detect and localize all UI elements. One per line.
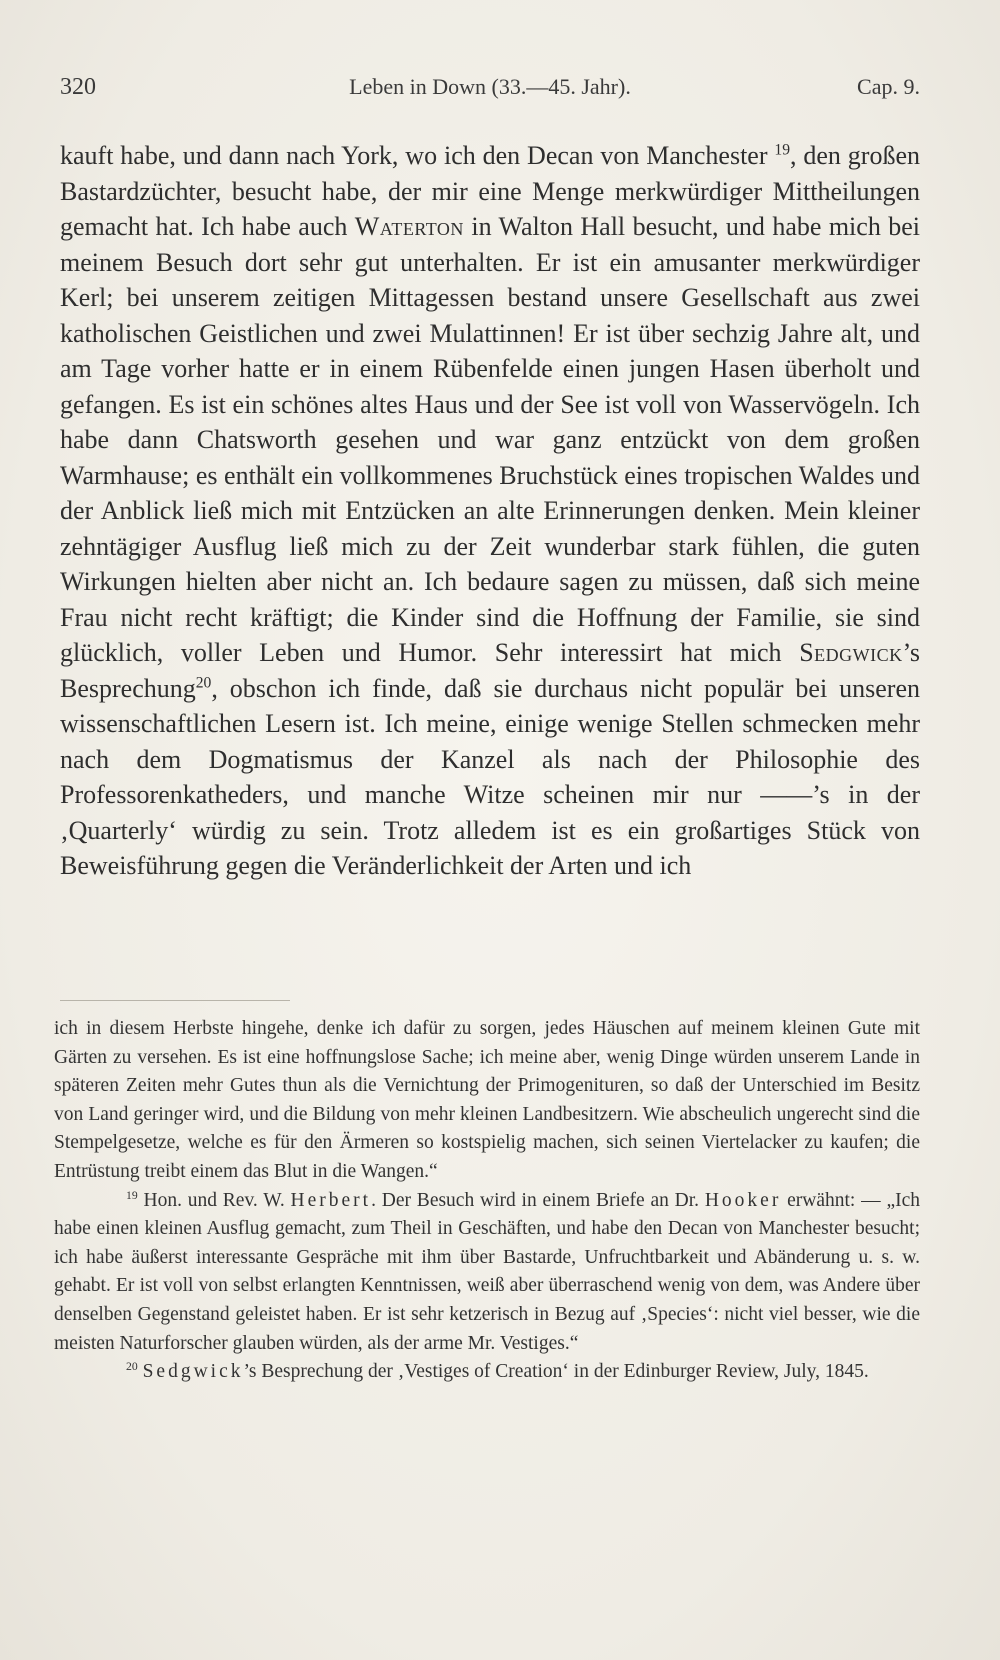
- text-run: ’s Besprechung der ‚Vestiges of Creation‘ in der Edinburger Review, July, 1845.: [243, 1361, 869, 1383]
- text-run: Hon. und Rev. W.: [143, 1189, 285, 1211]
- footnote-ref-20: 20: [195, 674, 212, 692]
- text-run: . Der Besuch wird in einem Briefe an Dr.: [371, 1189, 700, 1211]
- main-text: [60, 138, 920, 884]
- footnote-ref-19: 19: [774, 141, 790, 159]
- footnotes: [54, 1015, 920, 1387]
- name-sedgwick: Sedgwick: [799, 638, 903, 667]
- name-waterton: Waterton: [354, 212, 464, 241]
- footnote-continuation: ich in diesem Herbste hingehe, denke ich dafür zu sorgen, jedes Häuschen auf meinem kleinen Gute mit Gärten zu versehen. Es ist eine hoffnungslose Sache; ich meine aber, wenig Dinge würden unserem Lande in späteren Zeiten mehr Gutes thun als die Vernichtung der Primogenituren, so daß der Unterschied im Besitz von Land geringer wird, und die Bildung von mehr kleinen Landbesitzern. Wie abscheulich ungerecht sind die Stempelgesetze, welche es für den Ärmeren so kostspielig machen, sich seinen Viertelacker zu kaufen; die Entrüstung treibt einem das Blut in die Wangen.“: [54, 1018, 920, 1182]
- chapter-label: Cap. 9.: [857, 74, 920, 99]
- footnote-divider: [60, 1000, 290, 1001]
- text-run: kauft habe, und dann nach York, wo ich den Decan von Manchester: [60, 141, 768, 170]
- name-sedgwick-note: Sedgwick: [142, 1361, 244, 1383]
- page-header: [60, 74, 920, 108]
- running-title: Leben in Down (33.—45. Jahr).: [349, 74, 631, 99]
- page-number: 320: [60, 74, 96, 100]
- footnote-20: [54, 1358, 920, 1387]
- body-paragraph: [60, 138, 920, 884]
- text-run: in Walton Hall besucht, und habe mich bei meinem Besuch dort sehr gut unterhalten. Er ist ein amusanter merkwürdiger Kerl; bei unserem zeitigen Mittagessen bestand unsere Gesellschaft aus zwei katholischen Geistlichen und zwei Mulattinnen! Er ist über sechzig Jahre alt, und am Tage vorher hatte er in einem Rübenfelde einen jungen Hasen überholt und gefangen. Es ist ein schönes altes Haus und der See ist voll von Wasservögeln. Ich habe dann Chatsworth gesehen und war ganz entzückt von dem großen Warmhause; es enthält ein vollkommenes Bruchstück eines tropischen Waldes und der Anblick ließ mich mit Entzücken an alte Erinnerungen denken. Mein kleiner zehntägiger Ausflug ließ mich zu der Zeit wunderbar stark fühlen, die guten Wirkungen hielten aber nicht an. Ich bedaure sagen zu müssen, daß sich meine Frau nicht recht kräftigt; die Kinder sind die Hoffnung der Familie, sie sind glücklich, voller Leben und Humor. Sehr interessirt hat mich: [60, 212, 921, 667]
- text-run: ’s Besprechung: [60, 638, 920, 703]
- text-run: , obschon ich finde, daß sie durchaus nicht populär bei unseren wissenschaftlichen Lesern ist. Ich meine, einige wenige Stellen schmecken mehr nach dem Dogmatismus der Kanzel als nach der Philosophie des Professorenkatheders, und manche Witze scheinen mir nur ——’s in der ‚Quarterly‘ würdig zu sein. Trotz alledem ist es ein großartiges Stück von Beweisführung gegen die Veränderlichkeit der Arten und ich: [60, 673, 920, 880]
- footnote-19: [54, 1187, 920, 1359]
- text-run: erwähnt: — „Ich habe einen kleinen Ausflug gemacht, zum Theil in Geschäften, und habe den Decan von Manchester besucht; ich habe äußerst interessante Gespräche mit ihm über Bastarde, Unfruchtbarkeit und Abänderung u. s. w. gehabt. Er ist voll von selbst erlangten Kenntnissen, weiß aber überraschend wenig von dem, was Andere über denselben Gegenstand geleistet haben. Er ist sehr ketzerisch in Bezug auf ‚Species‘: nicht viel besser, wie die meisten Naturforscher glauben würden, als der arme Mr. Vestiges.“: [54, 1189, 920, 1354]
- text-run: , den großen Bastardzüchter, besucht habe, der mir eine Menge merkwürdiger Mittheilungen gemacht hat. Ich habe auch: [60, 141, 920, 241]
- footnote-number: 20: [126, 1360, 138, 1374]
- footnote-number: 19: [126, 1188, 138, 1202]
- name-herbert: Herbert: [290, 1189, 372, 1211]
- name-hooker: Hooker: [704, 1189, 782, 1211]
